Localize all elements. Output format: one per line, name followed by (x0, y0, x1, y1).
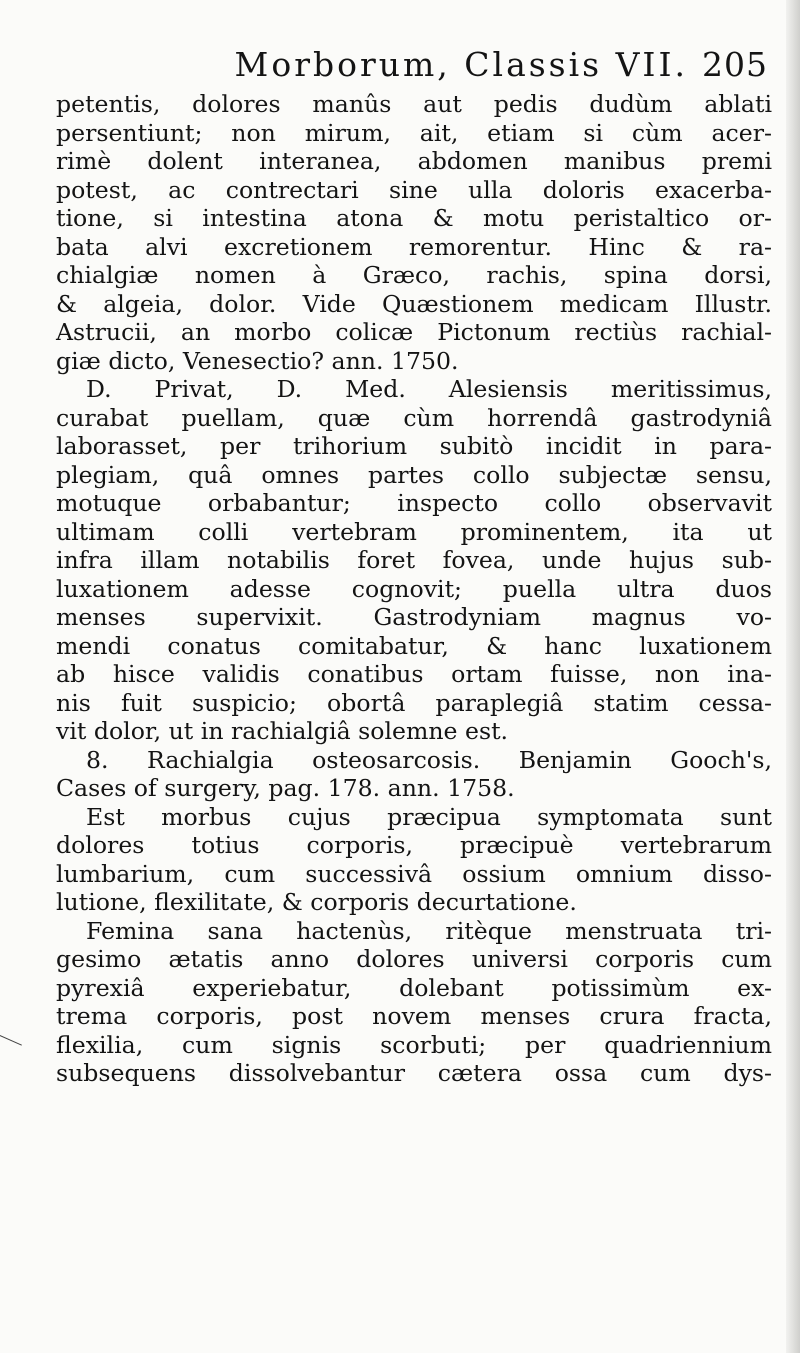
case-citation (56, 746, 772, 803)
binding-edge (786, 0, 800, 1353)
text-line: bata alvi excretionem remorentur. Hinc & ra- (56, 232, 772, 261)
text-line: Femina sana hactenùs, ritèque menstruata tri- (86, 916, 772, 945)
text-line: laborasset, per trihorium subitò incidit in para- (56, 432, 772, 460)
text-line: vit dolor, ut in rachialgiâ solemne est. (56, 717, 509, 745)
text-line: petentis, dolores manûs aut pedis dudùm ablati (56, 90, 772, 118)
text-line: potest, ac contrectari sine ulla doloris exacerba- (56, 175, 772, 204)
paragraph-1 (56, 90, 772, 375)
margin-mark (0, 1035, 22, 1058)
text-line: Cases of surgery, pag. 178. ann. 1758. (56, 774, 515, 802)
text-line: mendi conatus comitabatur, & hanc luxationem (56, 631, 772, 660)
text-line: gesimo ætatis anno dolores universi corporis cum (56, 945, 772, 973)
text-line: Astrucii, an morbo colicæ Pictonum rectiùs rachial- (56, 318, 772, 346)
text-line: rimè dolent interanea, abdomen manibus premi (56, 147, 772, 175)
text-line: infra illam notabilis foret fovea, unde hujus sub- (56, 546, 772, 574)
running-title: Morborum, Classis VII. (234, 45, 688, 84)
text-line: lumbarium, cum successivâ ossium omnium disso- (56, 859, 772, 888)
paragraph-4 (56, 917, 772, 1088)
text-line: giæ dicto, Venesectio? ann. 1750. (56, 346, 459, 375)
text-line: D. Privat, D. Med. Alesiensis meritissimus, (86, 375, 772, 403)
text-line: persentiunt; non mirum, ait, etiam si cùm acer- (56, 118, 772, 147)
text-line: ab hisce validis conatibus ortam fuisse, non ina- (56, 660, 772, 688)
text-line: curabat puellam, quæ cùm horrendâ gastrodyniâ (56, 403, 772, 432)
page-number: 205 (702, 45, 768, 84)
text-line: pyrexiâ experiebatur, dolebant potissimùm ex- (56, 973, 772, 1002)
text-line: nis fuit suspicio; obortâ paraplegiâ statim cessa- (56, 688, 772, 717)
paragraph-2 (56, 375, 772, 746)
paragraph-3 (56, 803, 772, 917)
text-line: subsequens dissolvebantur cætera ossa cum dys- (56, 1059, 772, 1087)
text-line: luxationem adesse cognovit; puella ultra duos (56, 574, 772, 603)
text-line: flexilia, cum signis scorbuti; per quadriennium (56, 1030, 772, 1059)
text-line: Est morbus cujus præcipua symptomata sunt (86, 802, 772, 831)
text-line: ultimam colli vertebram prominentem, ita ut (56, 517, 772, 546)
text-line: lutione, flexilitate, & corporis decurtatione. (56, 888, 577, 916)
text-line: chialgiæ nomen à Græco, rachis, spina dorsi, (56, 261, 772, 289)
text-line: menses supervixit. Gastrodyniam magnus vo- (56, 603, 772, 631)
text-block (56, 40, 772, 1088)
text-line: dolores totius corporis, præcipuè vertebrarum (56, 831, 772, 859)
text-line: plegiam, quâ omnes partes collo subjectæ sensu, (56, 460, 772, 489)
text-line: 8. Rachialgia osteosarcosis. Benjamin Gooch's, (86, 745, 772, 774)
text-line: trema corporis, post novem menses crura fracta, (56, 1002, 772, 1030)
text-line: & algeia, dolor. Vide Quæstionem medicam Illustr. (56, 289, 772, 318)
text-line: tione, si intestina atona & motu peristaltico or- (56, 204, 772, 232)
text-line: motuque orbabantur; inspecto collo observavit (56, 489, 772, 517)
running-header (56, 40, 772, 90)
